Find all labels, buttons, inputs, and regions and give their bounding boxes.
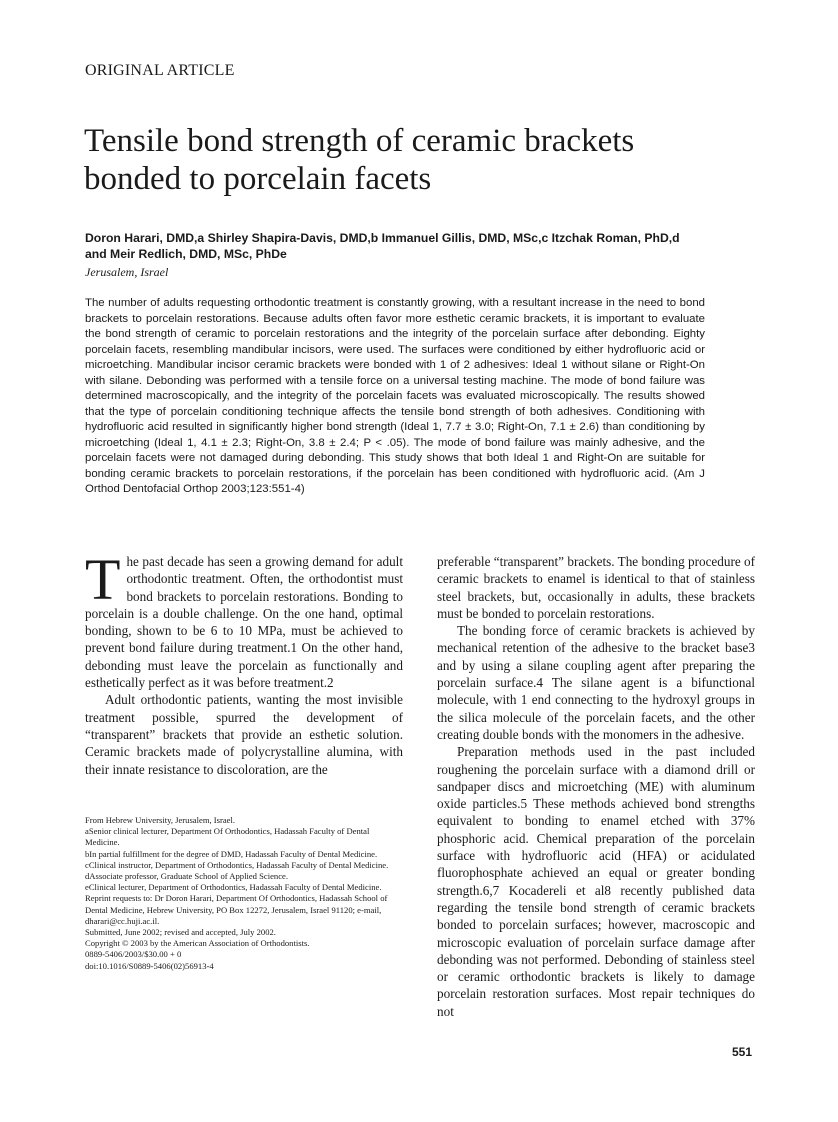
abstract: The number of adults requesting orthodontic treatment is constantly growing, with a resultant increase in the need to bond brackets to porcelain restorations. Because adults often favor more esthetic ceramic brackets, it is important to evaluate the bond strength of ceramic to porcelain restorations and the integrity of the porcelain surface after debonding. Eighty porcelain facets, resembling mandibular incisors, were used. The surfaces were conditioned by either hydrofluoric acid or microetching. Mandibular incisor ceramic brackets were bonded with 1 of 2 adhesives: Ideal 1 without silane or Right-On with silane. Debonding was performed with a tensile force on a universal testing machine. The mode of bond failure was determined macroscopically, and the integrity of the porcelain facets was evaluated microscopically. The results showed that the type of porcelain conditioning technique affects the tensile bond strength of both adhesives. Conditioning with hydrofluoric acid resulted in significantly higher bond strength (Ideal 1, 7.7 ± 3.0; Right-On, 7.1 ± 2.6) than conditioning by microetching (Ideal 1, 4.1 ± 2.3; Right-On, 3.8 ± 2.4; P < .05). The mode of bond failure was mainly adhesive, and the porcelain facets were not damaged during debonding. This study shows that both Ideal 1 and Right-On are suitable for bonding ceramic brackets to porcelain restorations, if the porcelain has been conditioned with hydrofluoric acid. (Am J Orthod Dentofacial Orthop 2003;123:551-4)	[85, 297, 705, 495]
doi: doi:10.1016/S0889-5406(02)56913-4	[85, 960, 214, 971]
article-title	[84, 122, 764, 198]
body-paragraph: preferable “transparent” brackets. The bonding procedure of ceramic brackets to enamel is identical to that of stainless steel brackets, but, occasionally in adults, these brackets must be bonded to porcelain restorations.	[437, 554, 755, 621]
body-column-right	[437, 553, 755, 1020]
body-paragraph: he past decade has seen a growing demand for adult orthodontic treatment. Often, the orthodontist must bond brackets to porcelain restorations. Bonding to porcelain is a double challenge. On the one hand, optimal bonding, shown to be 6 to 10 MPa, must be achieved to prevent bond failure during treatment.1 On the other hand, debonding must leave the porcelain as functionally and esthetically perfect as it was before treatment.2	[85, 554, 403, 691]
author-affiliation: Jerusalem, Israel	[85, 265, 169, 279]
author-line-1: Doron Harari, DMD,a Shirley Shapira-Davis, DMD,b Immanuel Gillis, DMD, MSc,c Itzchak Roman, PhD,d	[85, 231, 680, 245]
section-kicker: ORIGINAL ARTICLE	[85, 62, 235, 79]
issn: 0889-5406/2003/$30.00 + 0	[85, 949, 182, 960]
body-column-left	[85, 547, 403, 778]
article-title-line-2: bonded to porcelain facets	[84, 161, 432, 197]
page-number: 551	[732, 1045, 753, 1059]
author-line-2: and Meir Redlich, DMD, MSc, PhDe	[85, 247, 287, 261]
footnote-b: bIn partial fulfillment for the degree of DMD, Hadassah Faculty of Dental Medicine.	[85, 848, 378, 859]
body-paragraph: The bonding force of ceramic brackets is achieved by mechanical retention of the adhesive to the bracket base3 and by using a silane coupling agent after preparing the porcelain surface.4 The silane agent is a bifunctional molecule, with 1 end connecting to the hydroxyl groups in the silica molecule of the porcelain facets, and the other creating double bonds with the monomers in the adhesive.	[437, 623, 755, 742]
footnote-a: aSenior clinical lecturer, Department Of Orthodontics, Hadassah Faculty of Dental Medicine.	[85, 826, 370, 848]
body-paragraph: Preparation methods used in the past included roughening the porcelain surface with a diamond drill or sandpaper discs and microetching (ME) with aluminum oxide particles.5 These methods achieved bond strengths equivalent to bonding to enamel etched with 37% phosphoric acid. Chemical preparation of the porcelain surface with hydrofluoric acid (HFA) or acidulated fluorophosphate achieved an equal or greater bonding strength.6,7 Kocadereli et al8 recently published data regarding the tensile bond strength of ceramic brackets bonded to porcelain surfaces; however, macroscopic and microscopic evaluation of porcelain surface damage after debonding was not performed. Debonding of stainless steel or ceramic orthodontic brackets is likely to damage porcelain restoration surfaces. Most repair techniques do not	[437, 744, 755, 1019]
copyright-notice: Copyright © 2003 by the American Association of Orthodontists.	[85, 938, 310, 949]
submission-dates: Submitted, June 2002; revised and accepted, July 2002.	[85, 927, 276, 938]
footnote-from: From Hebrew University, Jerusalem, Israel.	[85, 815, 236, 825]
drop-cap: T	[85, 547, 121, 612]
footnote-d: dAssociate professor, Graduate School of Applied Science.	[85, 871, 288, 882]
footnotes	[85, 815, 403, 972]
author-list	[85, 230, 765, 262]
reprint-requests: Reprint requests to: Dr Doron Harari, Department Of Orthodontics, Hadassah School of Dental Medicine, Hebrew University, PO Box 12272, Jerusalem, Israel 91120; e-mail, dharari@cc.huji.ac.il.	[85, 893, 388, 926]
article-title-line-1: Tensile bond strength of ceramic brackets	[84, 123, 635, 159]
footnote-c: cClinical instructor, Department of Orthodontics, Hadassah Faculty of Dental Medicine.	[85, 859, 389, 870]
footnote-e: eClinical lecturer, Department of Orthodontics, Hadassah Faculty of Dental Medicine.	[85, 882, 382, 893]
body-paragraph: Adult orthodontic patients, wanting the most invisible treatment possible, spurred the development of “transparent” brackets that provide an esthetic solution. Ceramic brackets made of polycrystalline alumina, with their innate resistance to discoloration, are the	[85, 692, 403, 777]
